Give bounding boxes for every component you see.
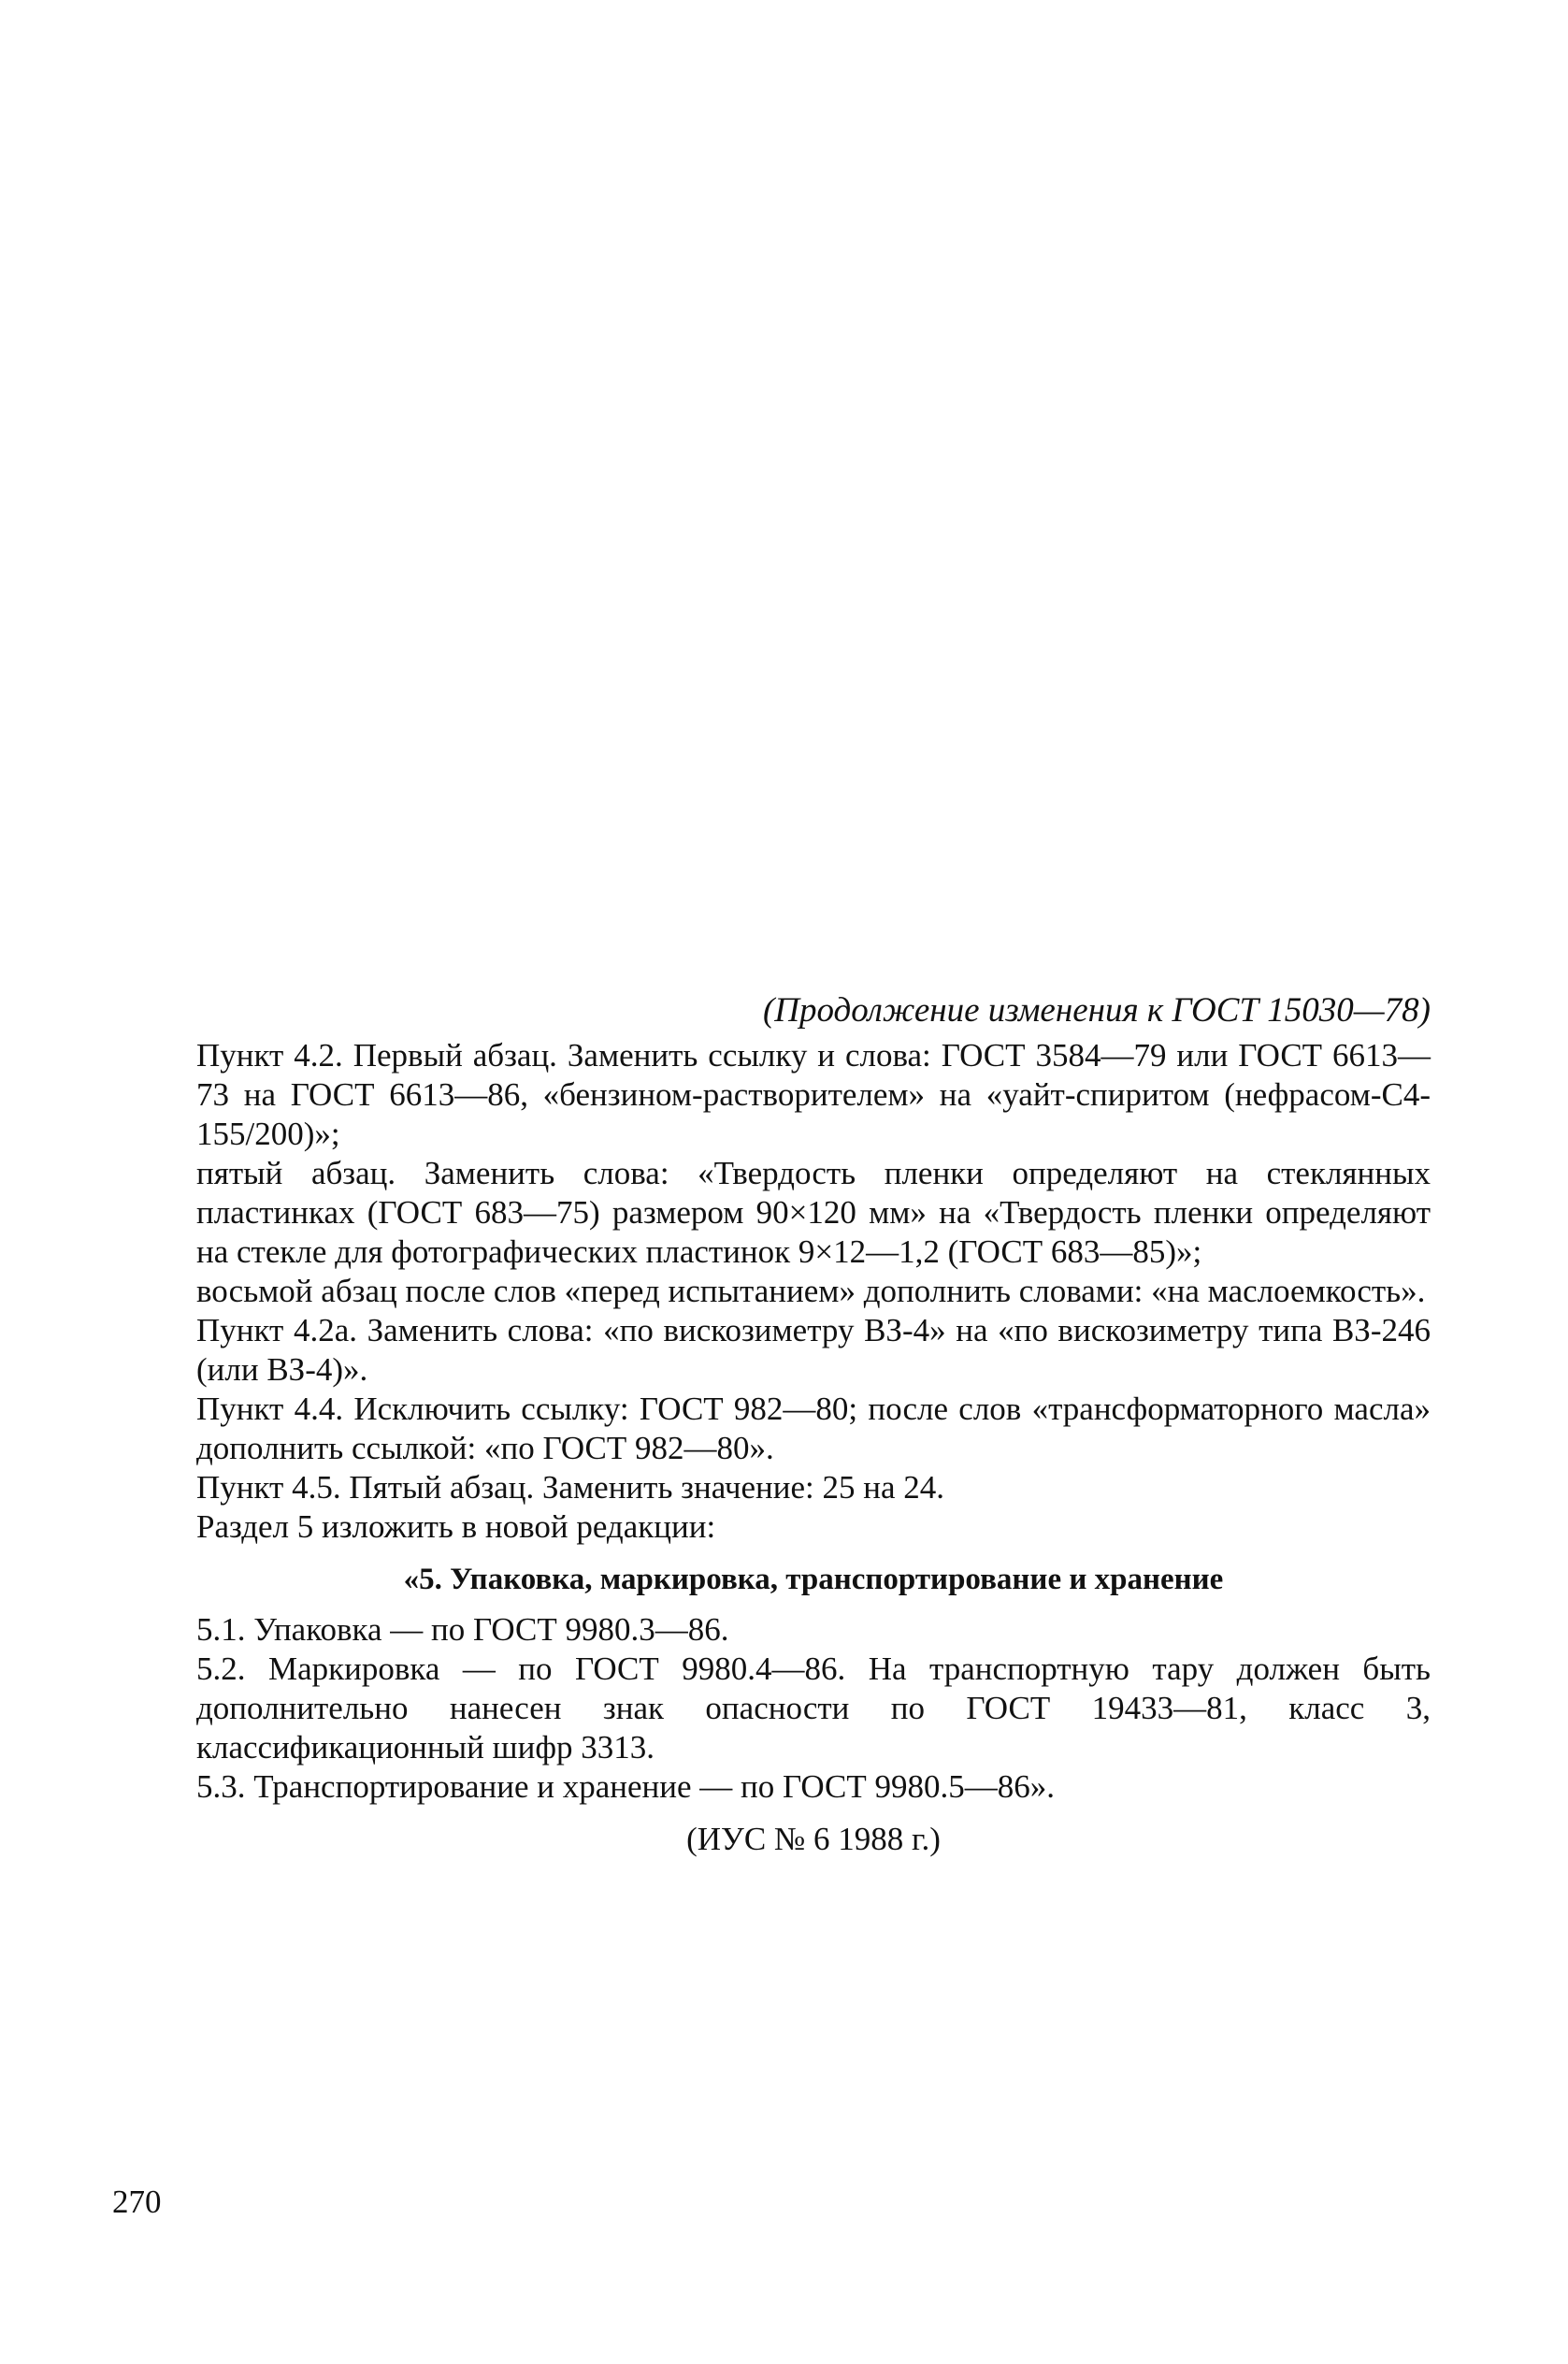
section-title: «5. Упаковка, маркировка, транспортирование и хранение <box>403 1563 1224 1596</box>
document-body <box>196 991 1431 1859</box>
ius-reference: (ИУС № 6 1988 г.) <box>686 1821 941 1857</box>
paragraph-item-4-5: Пункт 4.5. Пятый абзац. Заменить значение: 25 на 24. <box>196 1469 944 1506</box>
continuation-heading: (Продолжение изменения к ГОСТ 15030—78) <box>762 991 1431 1030</box>
page-number: 270 <box>112 2184 162 2220</box>
paragraph-section-5-intro: Раздел 5 изложить в новой редакции: <box>196 1508 716 1545</box>
paragraph-item-4-4: Пункт 4.4. Исключить ссылку: ГОСТ 982—80; после слов «трансформаторного масла» дополнить ссылкой: «по ГОСТ 982—80». <box>196 1391 1431 1466</box>
paragraph-item-4-2a: Пункт 4.2а. Заменить слова: «по вискозиметру ВЗ-4» на «по вискозиметру типа ВЗ-246 (или ВЗ-4)». <box>196 1312 1431 1388</box>
paragraph-item-4-2: Пункт 4.2. Первый абзац. Заменить ссылку и слова: ГОСТ 3584—79 или ГОСТ 6613—73 на ГОСТ 6613—86, «бензином-растворителем» на «уайт-спиритом (нефрасом-С4-155/200)»; <box>196 1037 1431 1152</box>
section-paragraph-5-1: 5.1. Упаковка — по ГОСТ 9980.3—86. <box>196 1611 729 1648</box>
section-paragraph-5-2: 5.2. Маркировка — по ГОСТ 9980.4—86. На транспортную тару должен быть дополнительно нанесен знак опасности по ГОСТ 19433—81, класс 3, классификационный шифр 3313. <box>196 1650 1431 1766</box>
section-paragraph-5-3: 5.3. Транспортирование и хранение — по ГОСТ 9980.5—86». <box>196 1768 1056 1805</box>
paragraph-eighth-abzac: восьмой абзац после слов «перед испытанием» дополнить словами: «на маслоемкость». <box>196 1273 1426 1309</box>
paragraph-fifth-abzac: пятый абзац. Заменить слова: «Твердость пленки определяют на стеклянных пластинках (ГОСТ 683—75) размером 90×120 мм» на «Твердость пленки определяют на стекле для фотографических пластинок 9×12—1,2 (ГОСТ 683—85)»; <box>196 1155 1431 1270</box>
